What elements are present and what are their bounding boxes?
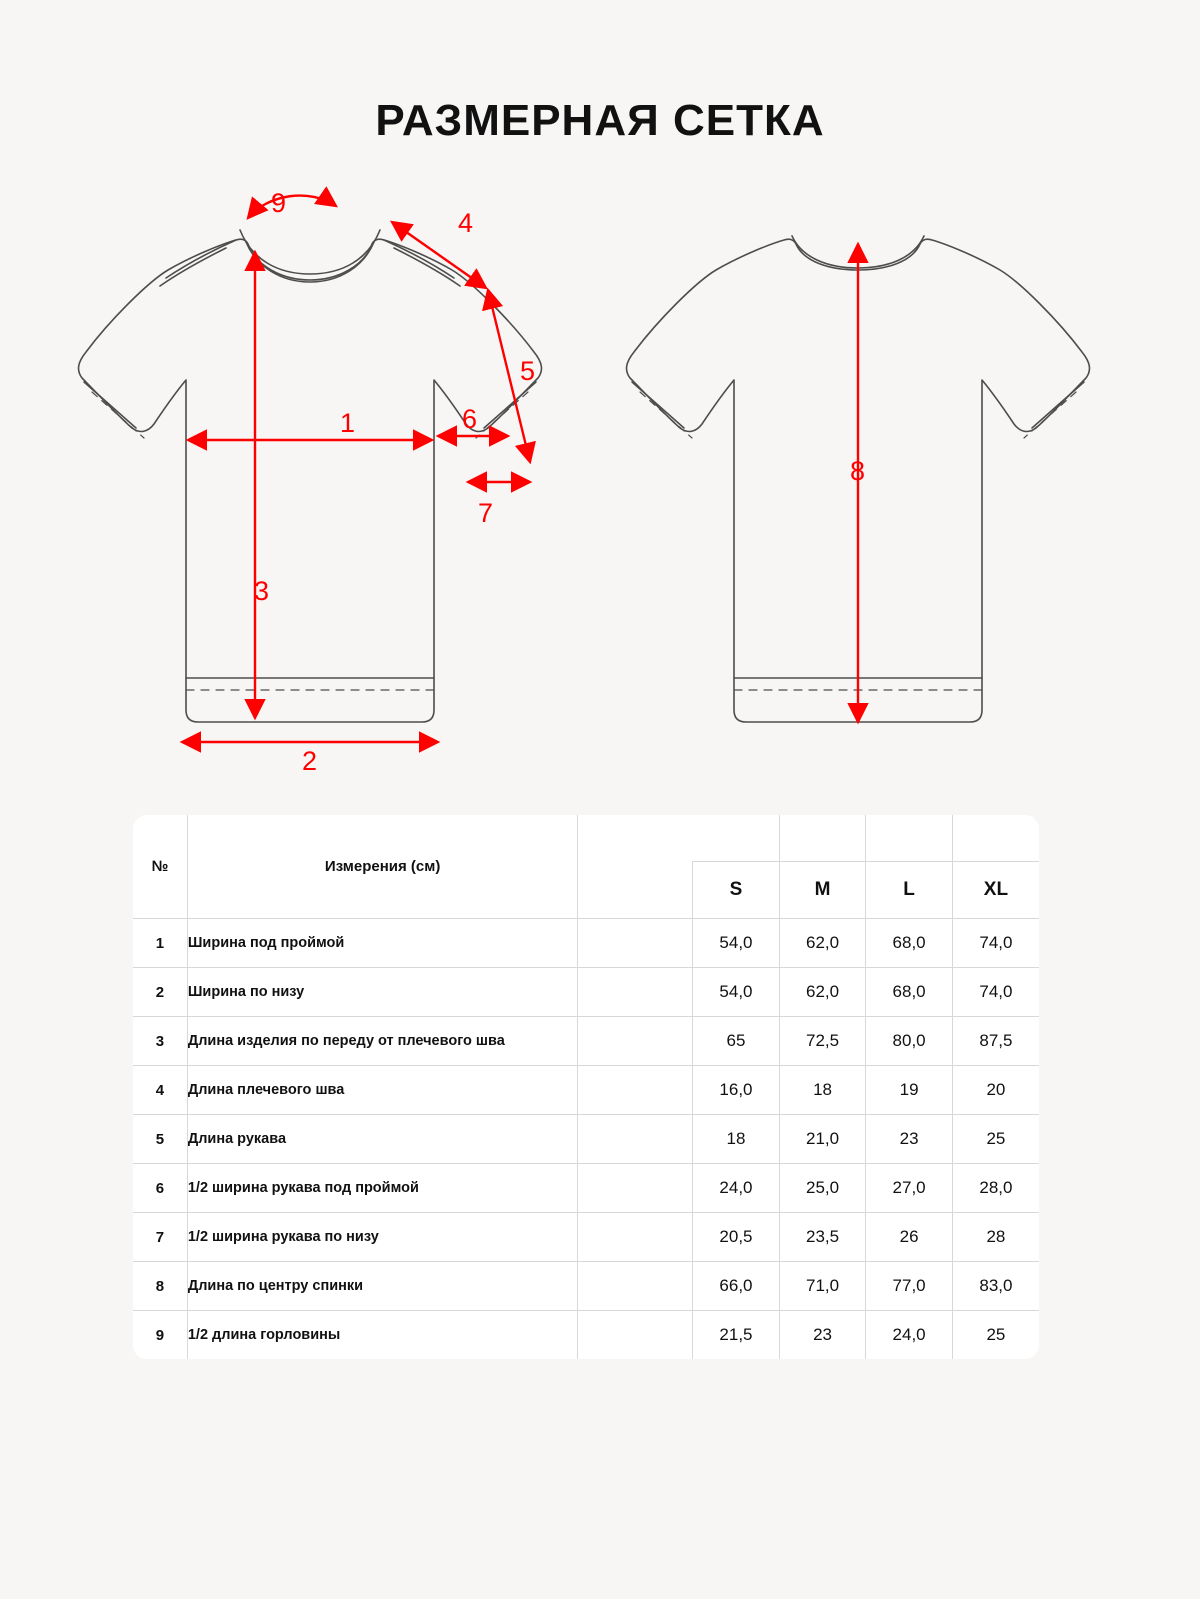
- row-number: 6: [133, 1164, 187, 1213]
- row-value-xl: 25: [952, 1311, 1039, 1360]
- row-value-m: 21,0: [779, 1115, 866, 1164]
- row-number: 4: [133, 1066, 187, 1115]
- row-value-xl: 25: [952, 1115, 1039, 1164]
- table-row: [133, 1311, 1039, 1360]
- marker-label-5: 5: [520, 356, 536, 386]
- row-value-s: 66,0: [693, 1262, 780, 1311]
- row-value-m: 62,0: [779, 919, 866, 968]
- page-title: РАЗМЕРНАЯ СЕТКА: [375, 96, 825, 145]
- row-value-l: 68,0: [866, 919, 953, 968]
- row-measurement-name: Длина изделия по переду от плечевого шва: [187, 1017, 578, 1066]
- row-measurement-name: 1/2 ширина рукава под проймой: [187, 1164, 578, 1213]
- table-row: [133, 1017, 1039, 1066]
- header-size-xl: XL: [952, 862, 1039, 919]
- row-value-l: 24,0: [866, 1311, 953, 1360]
- row-measurement-name: 1/2 ширина рукава по низу: [187, 1213, 578, 1262]
- row-value-l: 77,0: [866, 1262, 953, 1311]
- row-spacer: [578, 1262, 693, 1311]
- row-value-m: 18: [779, 1066, 866, 1115]
- row-spacer: [578, 1164, 693, 1213]
- row-value-xl: 74,0: [952, 919, 1039, 968]
- row-measurement-name: 1/2 длина горловины: [187, 1311, 578, 1360]
- row-value-s: 21,5: [693, 1311, 780, 1360]
- row-spacer: [578, 1066, 693, 1115]
- front-tshirt-drawing: [79, 230, 542, 722]
- row-value-xl: 20: [952, 1066, 1039, 1115]
- row-spacer: [578, 1115, 693, 1164]
- row-value-l: 19: [866, 1066, 953, 1115]
- row-spacer: [578, 1017, 693, 1066]
- table-row: [133, 1115, 1039, 1164]
- row-value-m: 23: [779, 1311, 866, 1360]
- marker-label-1: 1: [340, 408, 356, 438]
- marker-label-3: 3: [254, 576, 270, 606]
- row-value-xl: 83,0: [952, 1262, 1039, 1311]
- row-number: 8: [133, 1262, 187, 1311]
- header-blank-l: [866, 815, 953, 862]
- row-value-s: 18: [693, 1115, 780, 1164]
- marker-label-6: 6: [462, 404, 478, 434]
- row-value-xl: 87,5: [952, 1017, 1039, 1066]
- row-value-m: 71,0: [779, 1262, 866, 1311]
- row-spacer: [578, 1311, 693, 1360]
- row-number: 3: [133, 1017, 187, 1066]
- row-value-xl: 74,0: [952, 968, 1039, 1017]
- header-number: №: [133, 815, 187, 919]
- row-value-l: 26: [866, 1213, 953, 1262]
- row-number: 9: [133, 1311, 187, 1360]
- row-spacer: [578, 1213, 693, 1262]
- marker-label-4: 4: [458, 208, 474, 238]
- table-row: [133, 1164, 1039, 1213]
- table-row: [133, 1066, 1039, 1115]
- row-number: 2: [133, 968, 187, 1017]
- header-blank-xl: [952, 815, 1039, 862]
- row-value-m: 72,5: [779, 1017, 866, 1066]
- row-value-xl: 28: [952, 1213, 1039, 1262]
- table-row: [133, 1213, 1039, 1262]
- row-value-m: 62,0: [779, 968, 866, 1017]
- row-number: 1: [133, 919, 187, 968]
- row-value-s: 65: [693, 1017, 780, 1066]
- row-value-s: 20,5: [693, 1213, 780, 1262]
- header-size-s: S: [693, 862, 780, 919]
- row-spacer: [578, 919, 693, 968]
- marker-label-7: 7: [478, 498, 494, 528]
- header-measurement: Измерения (см): [187, 815, 578, 919]
- marker-label-8: 8: [850, 456, 866, 486]
- row-measurement-name: Ширина по низу: [187, 968, 578, 1017]
- row-value-s: 54,0: [693, 968, 780, 1017]
- row-measurement-name: Ширина под проймой: [187, 919, 578, 968]
- row-measurement-name: Длина рукава: [187, 1115, 578, 1164]
- header-blank-m: [779, 815, 866, 862]
- row-value-s: 54,0: [693, 919, 780, 968]
- row-measurement-name: Длина по центру спинки: [187, 1262, 578, 1311]
- header-size-m: M: [779, 862, 866, 919]
- row-value-m: 23,5: [779, 1213, 866, 1262]
- table-row: [133, 1262, 1039, 1311]
- row-value-m: 25,0: [779, 1164, 866, 1213]
- size-table: [133, 815, 1039, 1359]
- marker-label-2: 2: [302, 746, 318, 776]
- table-header-top-row: [133, 815, 1039, 862]
- row-spacer: [578, 968, 693, 1017]
- row-value-l: 80,0: [866, 1017, 953, 1066]
- header-size-l: L: [866, 862, 953, 919]
- header-spacer: [578, 815, 693, 919]
- size-table-container: [133, 815, 1039, 1359]
- measurement-diagram: [40, 170, 1160, 790]
- row-value-l: 68,0: [866, 968, 953, 1017]
- row-value-s: 16,0: [693, 1066, 780, 1115]
- marker-label-9: 9: [271, 188, 287, 218]
- row-measurement-name: Длина плечевого шва: [187, 1066, 578, 1115]
- row-value-s: 24,0: [693, 1164, 780, 1213]
- row-number: 5: [133, 1115, 187, 1164]
- table-row: [133, 968, 1039, 1017]
- row-number: 7: [133, 1213, 187, 1262]
- row-value-l: 27,0: [866, 1164, 953, 1213]
- row-value-l: 23: [866, 1115, 953, 1164]
- header-blank-s: [693, 815, 780, 862]
- row-value-xl: 28,0: [952, 1164, 1039, 1213]
- table-row: [133, 919, 1039, 968]
